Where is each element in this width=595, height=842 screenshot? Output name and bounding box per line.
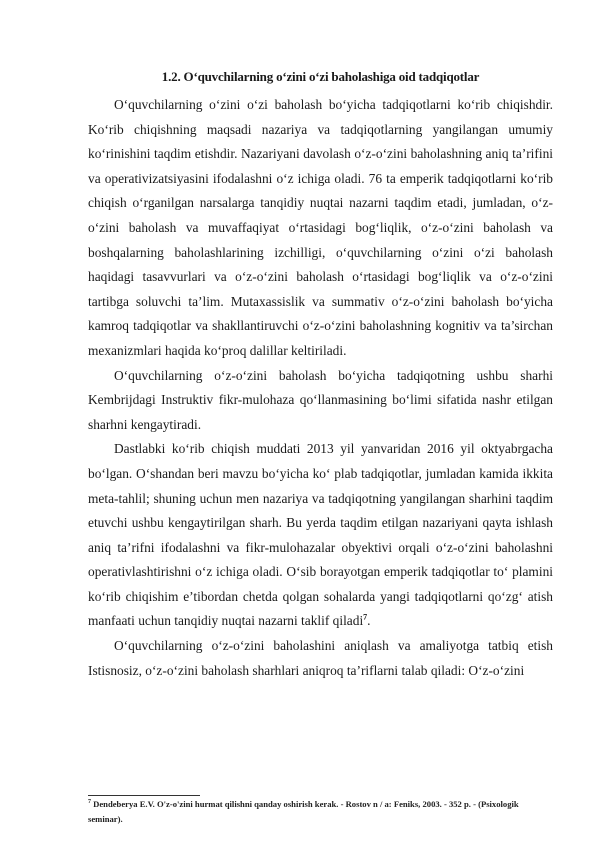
section-heading: 1.2. O‘quvchilarning o‘zini o‘zi baholashiga oid tadqiqotlar [161, 69, 480, 84]
body-text [88, 93, 553, 683]
footnote-reference[interactable]: 7 [363, 613, 368, 622]
paragraph-3-text: Dastlabki ko‘rib chiqish muddati 2013 yil yanvaridan 2016 yil oktyabrgacha bo‘lgan. O‘shandan beri mavzu bo‘yicha ko‘ plab tadqiqotlar, jumladan kamida ikkita meta-tahlil; shuning uchun men nazariya va tadqiqotning yangilangan sharhini taqdim etuvchi ushbu kengaytirilgan sharh. Bu yerda taqdim etilgan nazariyani qayta ishlash aniq ta’rifni ifodalashni va fikr-mulohazalar obyektivi orqali o‘z-o‘zini baholashni operativlashtirishni o‘z ichiga oladi. O‘sib borayotgan emperik tadqiqotlar to‘ plamini ko‘rib chiqishim e’tibordan chetda qolgan sohalarda yangi tadqiqotlarni qo‘zg‘ atish manfaati uchun tanqidiy nuqtai nazarni taklif qiladi [88, 441, 553, 629]
paragraph-3: Dastlabki ko‘rib chiqish muddati 2013 yil yanvaridan 2016 yil oktyabrgacha bo‘lgan. O‘shandan beri mavzu bo‘yicha ko‘ plab tadqiqotlar, jumladan kamida ikkita meta-tahlil; shuning uchun men nazariya va tadqiqotning yangilangan sharhini taqdim etuvchi ushbu kengaytirilgan sharh. Bu yerda taqdim etilgan nazariyani qayta ishlash aniq ta’rifni ifodalashni va fikr-mulohazalar obyektivi orqali o‘z-o‘zini baholashni operativlashtirishni o‘z ichiga oladi. O‘sib borayotgan emperik tadqiqotlar to‘ plamini ko‘rib chiqishim e’tibordan chetda qolgan sohalarda yangi tadqiqotlarni qo‘zg‘ atish manfaati uchun tanqidiy nuqtai nazarni taklif qiladi$^7$. [88, 441, 553, 629]
footnote [88, 797, 553, 827]
paragraph-4: O‘quvchilarning o‘z-o‘zini baholashini aniqlash va amaliyotga tatbiq etish Istisnosiz, o‘z-o‘zini baholash sharhlari aniqroq ta’riflarni talab qiladi: O‘z-o‘zini [88, 638, 553, 678]
footnote-number: 7 [88, 799, 91, 806]
footnote-text: Dendeberya E.V. O'z-o'zini hurmat qilishni qanday oshirish kerak. - Rostov n / a: Feniks, 2003. - 352 p. - (Psixologik seminar). [88, 799, 519, 824]
paragraph-1: O‘quvchilarning o‘zini o‘zi baholash bo‘yicha tadqiqotlarni ko‘rib chiqishdir. Ko‘rib chiqishning maqsadi nazariya va tadqiqotlarning yangilangan umumiy ko‘rinishini taqdim etishdir. Nazariyani davolash o‘z-o‘zini baholashning aniq ta’rifini va operativizatsiyasini ifodalashni o‘z ichiga oladi. 76 ta emperik tadqiqotlarni ko‘rib chiqish o‘rganilgan narsalarga tanqidiy nuqtai nazarni taqdim etadi, jumladan, o‘z-o‘zini baholash va muvaffaqiyat o‘rtasidagi bog‘liqlik, o‘z-o‘zini baholash va boshqalarning baholashlarining izchilligi, o‘quvchilarning o‘zini o‘zi baholash haqidagi tasavvurlari va o‘z-o‘zini baholash o‘rtasidagi bog‘liqlik va o‘z-o‘zini tartibga soluvchi ta’lim. Mutaxassislik va summativ o‘z-o‘zini baholash bo‘yicha kamroq tadqiqotlar va shakllantiruvchi o‘z-o‘zini baholashning kognitiv va ta’sirchan mexanizmlari haqida ko‘proq dalillar keltiriladi. [88, 97, 553, 358]
paragraph-2: O‘quvchilarning o‘z-o‘zini baholash bo‘yicha tadqiqotning ushbu sharhi Kembrijdagi Instruktiv fikr-mulohaza qo‘llanmasining bo‘limi sifatida nashr etilgan sharhni kengaytiradi. [88, 367, 553, 432]
footnote-divider [88, 795, 200, 796]
